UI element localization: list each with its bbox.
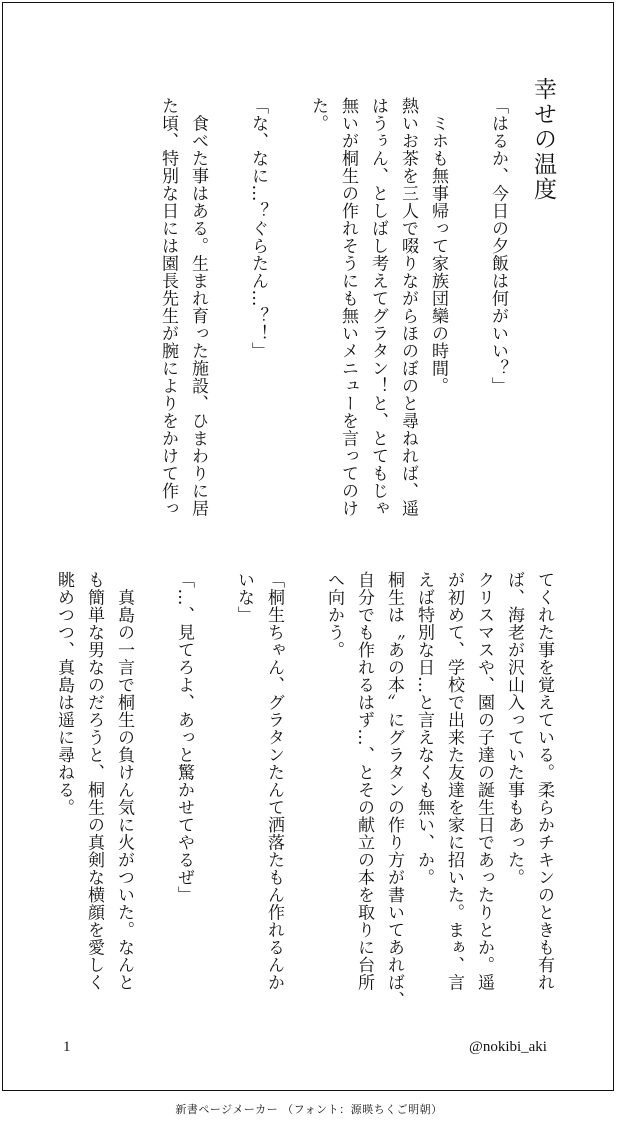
- footer-credit: 新書ページメーカー （フォント：源暎ちくご明朝）: [175, 1103, 443, 1116]
- body-text-top: 「はるか、今日の夕飯は何がいい？」 ミホも無事帰って家族団欒の時間。 熱いお茶を三人で啜りながらほのぼのと尋ねれば、遥 はうぅん、としばし考えてグラタン！と、とてもじゃ 無いが桐生の作れそうにも無いメニューを言ってのけ た。 「な、なに…？ぐらたん…？！」 食べた事はある。生まれ育った施設、ひまわりに居 た頃、特別な日には園長先生が腕によりをかけて作っ: [158, 97, 508, 517]
- author-handle: @nokibi_aki: [469, 1039, 547, 1055]
- page-frame: [2, 2, 614, 1091]
- story-title: 幸せの温度: [530, 77, 556, 202]
- page-number: 1: [63, 1039, 71, 1055]
- body-text-bottom: てくれた事を覚えている。柔らかチキンのときも有れ ば、海老が沢山入っていた事もあった。 クリスマスや、園の子達の誕生日であったりとか。遥 が初めて、学校で出来た友達を家に招いた。まぁ、言 えば特別な日…と言えなくも無い、か。 桐生は〝あの本〟にグラタンの作り方が書いてあれば、 自分でも作れるはず…、とその献立の本を取りに台所 へ向かう。 「桐生ちゃん、グラタンたんて洒落たもん作れるんか いな」 「…、見てろよ、あっと驚かせてやるぜ」 真島の一言で桐生の負けん気に火がついた。なんと も簡単な男なのだろうと、桐生の真剣な横顔を愛しく 眺めつつ、真島は遥に尋ねる。: [54, 571, 554, 1009]
